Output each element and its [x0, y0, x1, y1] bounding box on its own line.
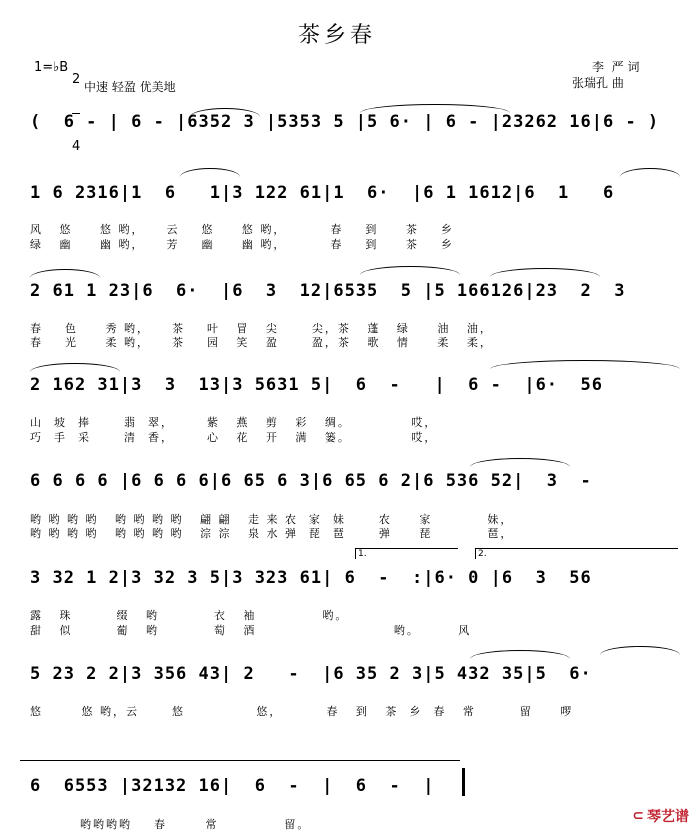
- key-signature: 1=♭B: [34, 60, 69, 75]
- logo-mark-icon: ⊂: [632, 808, 644, 824]
- notes-row-8: 6 6553 |32132 16| 6 - | 6 - |: [30, 776, 435, 796]
- second-ending-bracket: 2.: [475, 548, 678, 559]
- lyrics-row-6-verse-1: 露 珠 缀 哟 衣 袖 哟。: [30, 609, 349, 622]
- lyrics-row-2-verse-1: 风 悠 悠 哟， 云 悠 悠 哟， 春 到 茶 乡: [30, 223, 454, 236]
- notes-row-3: 2 61 1 23|6 6· |6 3 12|6535 5 |5 166126|23 2 3: [30, 281, 626, 301]
- slur: [620, 168, 680, 177]
- tempo-marking: 中速 轻盈 优美地: [84, 80, 176, 94]
- lyrics-row-6-verse-2: 甜 似 葡 哟 萄 酒 哟。 风: [30, 624, 472, 637]
- lyrics-row-5-verse-2: 哟 哟 哟 哟 哟 哟 哟 哟 淙 淙 泉 水 弹 琵 琶 弹 琵 琶，: [30, 527, 514, 540]
- notes-row-4: 2 162 31|3 3 13|3 5631 5| 6 - | 6 - |6· 56: [30, 375, 603, 395]
- composer-credit: 张瑞孔 曲: [572, 76, 624, 90]
- final-barline: [462, 768, 465, 796]
- site-logo: [632, 806, 689, 826]
- notes-row-7: 5 23 2 2|3 356 43| 2 - |6 35 2 3|5 432 35|5 6·: [30, 664, 592, 684]
- slur: [490, 360, 680, 369]
- lyrics-row-4-verse-1: 山 坡 捧 翡 翠， 紫 燕 剪 彩 绸。 哎，: [30, 416, 438, 429]
- slur: [470, 458, 570, 467]
- lyrics-row-5-verse-1: 哟 哟 哟 哟 哟 哟 哟 哟 翩 翩 走 来 农 家 妹 农 家 妹，: [30, 513, 514, 526]
- lyrics-row-4-verse-2: 巧 手 采 清 香， 心 花 开 满 篓。 哎，: [30, 431, 438, 444]
- time-numerator: 2: [72, 72, 81, 87]
- slur: [360, 266, 460, 275]
- notes-row-5: 6 6 6 6 |6 6 6 6|6 65 6 3|6 65 6 2|6 536 52| 3 -: [30, 471, 592, 491]
- lyrics-row-3-verse-1: 春 色 秀 哟， 茶 叶 冒 尖 尖，茶 蓬 绿 油 油，: [30, 322, 493, 335]
- time-denominator: 4: [72, 139, 81, 154]
- lyrics-row-2-verse-2: 绿 幽 幽 哟， 芳 幽 幽 哟， 春 到 茶 乡: [30, 238, 454, 251]
- slur: [30, 269, 100, 278]
- lyrics-row-8-verse-1: 哟哟哟哟 春 常 留。: [80, 818, 311, 831]
- slur: [30, 363, 120, 372]
- first-ending-bracket: 1.: [355, 548, 458, 559]
- song-title: 茶乡春: [298, 23, 377, 48]
- tie-line: [20, 760, 460, 761]
- slur: [600, 646, 680, 655]
- slur: [190, 108, 260, 117]
- notes-row-1: ( 6 - | 6 - |6352 3 |5353 5 |5 6· | 6 - |23262 16|6 - ): [30, 112, 660, 132]
- notes-row-2: 1 6 2316|1 6 1|3 122 61|1 6· |6 1 1612|6 1 6: [30, 183, 615, 203]
- lyrics-row-3-verse-2: 春 光 柔 哟， 茶 园 笑 盈 盈，茶 歌 情 柔 柔，: [30, 336, 493, 349]
- slur: [470, 650, 570, 659]
- notes-row-6: 3 32 1 2|3 32 3 5|3 323 61| 6 - :|6· 0 |6 3 56: [30, 568, 592, 588]
- slur: [490, 268, 600, 277]
- logo-text: 琴艺谱: [647, 809, 689, 825]
- slur: [180, 168, 240, 177]
- lyricist-credit: 李 严 词: [592, 60, 640, 74]
- slur: [360, 104, 510, 113]
- lyrics-row-7-verse-1: 悠 悠 哟，云 悠 悠， 春 到 茶 乡 春 常 留 啰: [30, 705, 574, 718]
- time-signature: [72, 47, 80, 166]
